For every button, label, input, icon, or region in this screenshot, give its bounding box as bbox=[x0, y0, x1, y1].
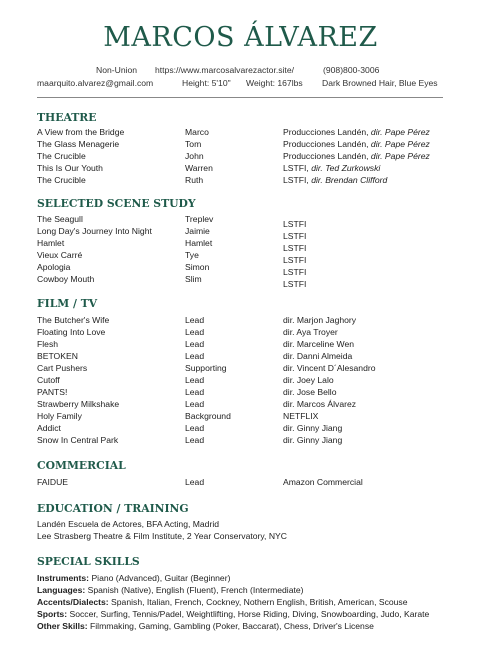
list-item: The Crucible bbox=[37, 175, 86, 185]
list-item: dir. Vincent D´Alesandro bbox=[283, 363, 376, 373]
theatre-heading: THEATRE bbox=[37, 111, 97, 124]
scene-study-titles bbox=[37, 213, 152, 285]
skill-text: Spanish (Native), English (Fluent), French (Intermediate) bbox=[87, 585, 304, 595]
list-item: dir. Marjon Jaghory bbox=[283, 315, 357, 325]
list-item: Cowboy Mouth bbox=[37, 274, 95, 284]
company-name: Producciones Landén, bbox=[283, 151, 369, 161]
film-tv-credits bbox=[283, 314, 376, 446]
list-item bbox=[37, 620, 429, 632]
list-item: Amazon Commercial bbox=[283, 477, 363, 487]
list-item: Ruth bbox=[185, 175, 204, 185]
skill-label: Other Skills: bbox=[37, 621, 88, 631]
list-item bbox=[283, 126, 430, 138]
list-item bbox=[37, 584, 429, 596]
list-item: The Glass Menagerie bbox=[37, 139, 120, 149]
header-divider bbox=[37, 97, 443, 98]
list-item: LSTFI bbox=[283, 267, 307, 277]
list-item: Strawberry Milkshake bbox=[37, 399, 120, 409]
list-item: Marco bbox=[185, 127, 209, 137]
skill-label: Accents/Dialects: bbox=[37, 597, 109, 607]
skill-text: Soccer, Surfing, Tennis/Padel, Weightlifting, Horse Riding, Diving, Snowboarding, Judo, Karate bbox=[69, 609, 430, 619]
website-link[interactable]: https://www.marcosalvarezactor.site/ bbox=[155, 65, 294, 75]
company-name: Producciones Landén, bbox=[283, 127, 369, 137]
film-tv-heading: FILM / TV bbox=[37, 297, 98, 310]
list-item bbox=[283, 162, 430, 174]
list-item: Holy Family bbox=[37, 411, 82, 421]
list-item: Warren bbox=[185, 163, 213, 173]
list-item: Lead bbox=[185, 375, 205, 385]
list-item: Lead bbox=[185, 327, 205, 337]
list-item: Vieux Carré bbox=[37, 250, 83, 260]
list-item: Lead bbox=[185, 423, 205, 433]
list-item: dir. Marcos Álvarez bbox=[283, 399, 357, 409]
appearance-stat: Dark Browned Hair, Blue Eyes bbox=[322, 78, 438, 88]
weight-stat: Weight: 167lbs bbox=[246, 78, 303, 88]
list-item: Landén Escuela de Actores, BFA Acting, Madrid bbox=[37, 519, 220, 529]
skill-text: Filmmaking, Gaming, Gambling (Poker, Baccarat), Chess, Driver's License bbox=[90, 621, 374, 631]
list-item: dir. Danni Almeida bbox=[283, 351, 353, 361]
theatre-roles bbox=[185, 126, 213, 186]
skill-text: Spanish, Italian, French, Cockney, Nothern English, British, American, Scouse bbox=[111, 597, 408, 607]
list-item: dir. Jose Bello bbox=[283, 387, 337, 397]
list-item: Snow In Central Park bbox=[37, 435, 119, 445]
list-item: LSTFI bbox=[283, 231, 307, 241]
list-item: This Is Our Youth bbox=[37, 163, 103, 173]
list-item: BETOKEN bbox=[37, 351, 78, 361]
director-credit: dir. Pape Pérez bbox=[370, 139, 430, 149]
list-item: Lead bbox=[185, 387, 205, 397]
list-item: Lead bbox=[185, 315, 205, 325]
list-item: Jaimie bbox=[185, 226, 210, 236]
education-heading: EDUCATION / TRAINING bbox=[37, 502, 189, 515]
skill-text: Piano (Advanced), Guitar (Beginner) bbox=[91, 573, 231, 583]
list-item: LSTFI bbox=[283, 279, 307, 289]
commercial-credits bbox=[283, 476, 363, 488]
commercial-titles bbox=[37, 476, 68, 488]
list-item: The Crucible bbox=[37, 151, 86, 161]
list-item: Lead bbox=[185, 477, 205, 487]
film-tv-titles bbox=[37, 314, 119, 446]
actor-name: MARCOS ÁLVAREZ bbox=[103, 22, 378, 53]
list-item: Addict bbox=[37, 423, 61, 433]
skill-label: Sports: bbox=[37, 609, 68, 619]
list-item: Lee Strasberg Theatre & Film Institute, 2 Year Conservatory, NYC bbox=[37, 531, 287, 541]
scene-study-roles bbox=[185, 213, 213, 285]
list-item bbox=[37, 596, 429, 608]
list-item: Long Day's Journey Into Night bbox=[37, 226, 152, 236]
director-credit: dir. Ted Zurkowski bbox=[311, 163, 381, 173]
list-item: Flesh bbox=[37, 339, 59, 349]
commercial-heading: COMMERCIAL bbox=[37, 459, 126, 472]
list-item bbox=[283, 138, 430, 150]
skill-label: Languages: bbox=[37, 585, 86, 595]
director-credit: dir. Brendan Clifford bbox=[311, 175, 388, 185]
list-item bbox=[283, 174, 430, 186]
list-item: FAIDUE bbox=[37, 477, 69, 487]
list-item: John bbox=[185, 151, 204, 161]
list-item: The Seagull bbox=[37, 214, 83, 224]
list-item: dir. Ginny Jiang bbox=[283, 435, 343, 445]
list-item: Slim bbox=[185, 274, 202, 284]
scene-study-companies bbox=[283, 218, 306, 290]
scene-study-heading: SELECTED SCENE STUDY bbox=[37, 197, 196, 210]
list-item: LSTFI bbox=[283, 243, 307, 253]
list-item bbox=[283, 150, 430, 162]
list-item: Lead bbox=[185, 399, 205, 409]
film-tv-roles bbox=[185, 314, 231, 446]
list-item: Hamlet bbox=[185, 238, 213, 248]
list-item: Lead bbox=[185, 351, 205, 361]
list-item: LSTFI bbox=[283, 219, 307, 229]
company-name: Producciones Landén, bbox=[283, 139, 369, 149]
company-name: LSTFI, bbox=[283, 163, 309, 173]
list-item bbox=[37, 608, 429, 620]
list-item: A View from the Bridge bbox=[37, 127, 125, 137]
list-item: Supporting bbox=[185, 363, 227, 373]
list-item: Cutoff bbox=[37, 375, 60, 385]
list-item: LSTFI bbox=[283, 255, 307, 265]
theatre-titles bbox=[37, 126, 124, 186]
company-name: LSTFI, bbox=[283, 175, 309, 185]
list-item: NETFLIX bbox=[283, 411, 319, 421]
list-item: Hamlet bbox=[37, 238, 65, 248]
list-item: dir. Marceline Wen bbox=[283, 339, 355, 349]
list-item: dir. Ginny Jiang bbox=[283, 423, 343, 433]
list-item: Cart Pushers bbox=[37, 363, 88, 373]
list-item: Lead bbox=[185, 435, 205, 445]
list-item: The Butcher's Wife bbox=[37, 315, 110, 325]
education-list bbox=[37, 518, 287, 542]
theatre-companies bbox=[283, 126, 430, 186]
list-item: Tom bbox=[185, 139, 202, 149]
list-item: Simon bbox=[185, 262, 210, 272]
list-item: Treplev bbox=[185, 214, 214, 224]
list-item bbox=[37, 572, 429, 584]
director-credit: dir. Pape Pérez bbox=[370, 127, 430, 137]
email-link[interactable]: maarquito.alvarez@gmail.com bbox=[37, 78, 154, 88]
list-item: Tye bbox=[185, 250, 199, 260]
director-credit: dir. Pape Pérez bbox=[370, 151, 430, 161]
list-item: PANTS! bbox=[37, 387, 68, 397]
skill-label: Instruments: bbox=[37, 573, 90, 583]
skills-heading: SPECIAL SKILLS bbox=[37, 555, 140, 568]
list-item: Background bbox=[185, 411, 231, 421]
list-item: dir. Aya Troyer bbox=[283, 327, 338, 337]
list-item: Lead bbox=[185, 339, 205, 349]
union-status: Non-Union bbox=[96, 65, 138, 75]
list-item: dir. Joey Lalo bbox=[283, 375, 334, 385]
height-stat: Height: 5'10" bbox=[182, 78, 231, 88]
phone-number: (908)800-3006 bbox=[323, 65, 380, 75]
commercial-roles bbox=[185, 476, 204, 488]
skills-list bbox=[37, 572, 429, 632]
list-item: Apologia bbox=[37, 262, 71, 272]
list-item: Floating Into Love bbox=[37, 327, 106, 337]
